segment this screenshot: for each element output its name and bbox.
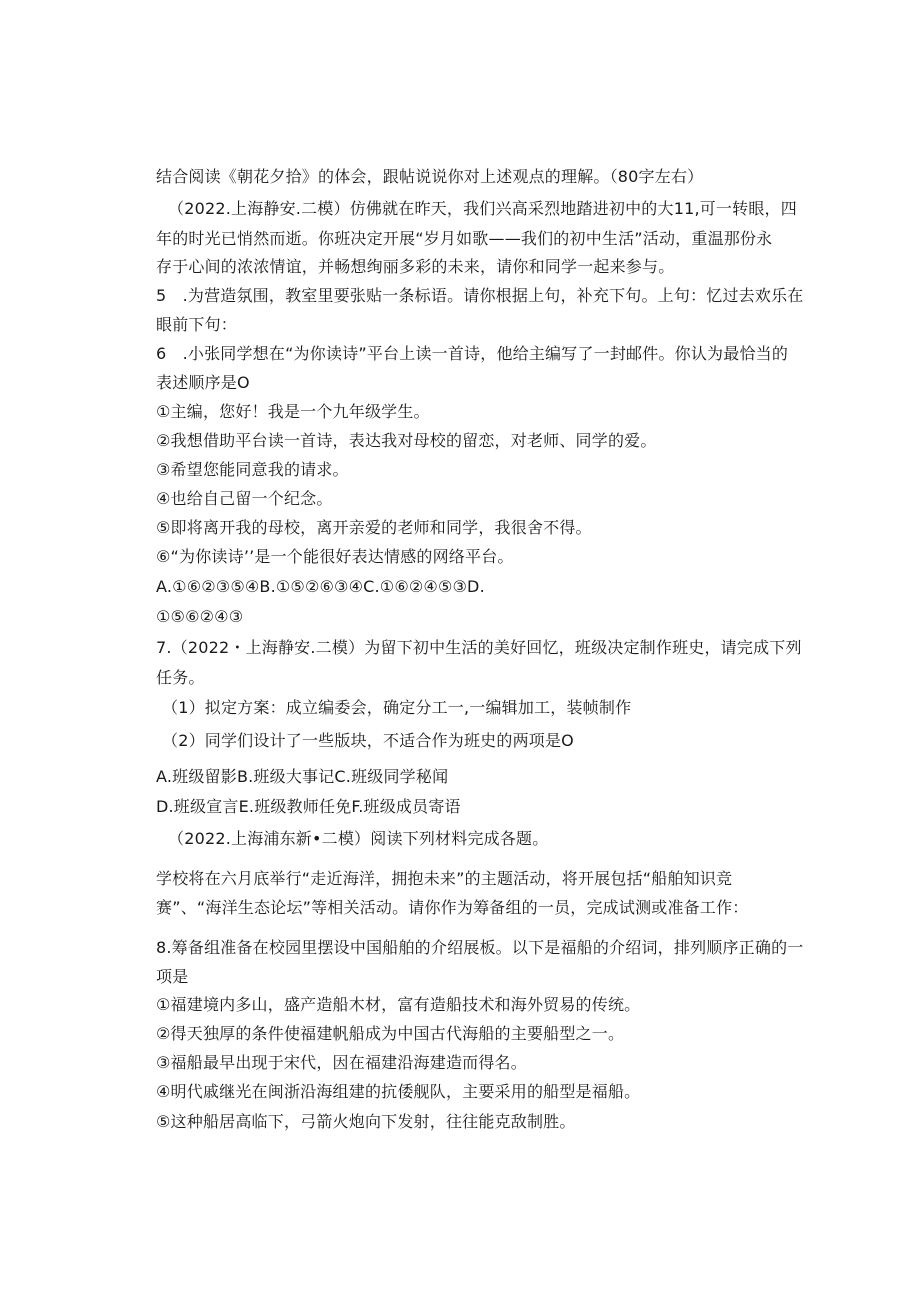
text-line: 年的时光已悄然而逝。你班决定开展“岁月如歌——我们的初中生活”活动，重温那份永 xyxy=(156,229,773,248)
text-line: 任务。 xyxy=(156,668,205,687)
answer-options: D.班级宣言E.班级教师任免F.班级成员寄语 xyxy=(156,797,461,816)
text-line: （2022.上海静安.二模）仿佛就在昨天，我们兴高采烈地踏进初中的大11,可一转眼，四 xyxy=(168,199,797,218)
question-5: 5 .为营造氛围，教室里要张贴一条标语。请你根据上句，补充下句。上句：忆过去欢乐在 xyxy=(156,286,804,305)
answer-options: A.班级留影B.班级大事记C.班级同学秘闻 xyxy=(156,767,449,786)
list-item: ③希望您能同意我的请求。 xyxy=(156,460,349,479)
list-item: ③福船最早出现于宋代，因在福建沿海建造而得名。 xyxy=(156,1053,527,1072)
question-7: 7.（2022・上海静安.二模）为留下初中生活的美好回忆，班级决定制作班史，请完成下列 xyxy=(156,638,802,657)
list-item: ①福建境内多山，盛产造船木材，富有造船技术和海外贸易的传统。 xyxy=(156,995,641,1014)
text-line: 赛”、“海洋生态论坛”等相关活动。请你作为筹备组的一员，完成试测或准备工作： xyxy=(156,898,749,917)
section-heading: （2022.上海浦东新•二模）阅读下列材料完成各题。 xyxy=(168,829,549,848)
text-line: 结合阅读《朝花夕拾》的体会，跟帖说说你对上述观点的理解。（80字左右） xyxy=(156,167,704,186)
list-item: ④也给自己留一个纪念。 xyxy=(156,489,333,508)
list-item: ②得天独厚的条件使福建帆船成为中国古代海船的主要船型之一。 xyxy=(156,1024,625,1043)
list-item: （1）拟定方案：成立编委会，确定分工一,一编辑加工，装帧制作 xyxy=(162,698,632,717)
text-line: 存于心间的浓浓情谊，并畅想绚丽多彩的未来，请你和同学一起来参与。 xyxy=(156,257,675,276)
answer-options: ①⑤⑥②④③ xyxy=(156,607,244,626)
question-6: 6 .小张同学想在“为你读诗”平台上读一首诗，他给主编写了一封邮件。你认为最恰当的 xyxy=(156,344,789,363)
list-item: ④明代戚继光在闽浙沿海组建的抗倭舰队，主要采用的船型是福船。 xyxy=(156,1082,641,1101)
text-line: 眼前下句： xyxy=(156,315,238,334)
list-item: ②我想借助平台读一首诗，表达我对母校的留恋，对老师、同学的爱。 xyxy=(156,431,657,450)
list-item: ⑥“为你读诗’’是一个能很好表达情感的网络平台。 xyxy=(156,547,514,566)
text-line: 项是 xyxy=(156,967,189,986)
question-8: 8.筹备组准备在校园里摆设中国船舶的介绍展板。以下是福船的介绍词，排列顺序正确的一 xyxy=(156,938,804,957)
list-item: ⑤这种船居高临下，弓箭火炮向下发射，往往能克敌制胜。 xyxy=(156,1112,576,1131)
list-item: （2）同学们设计了一些版块，不适合作为班史的两项是O xyxy=(162,731,574,750)
text-line: 表述顺序是O xyxy=(156,373,250,392)
list-item: ⑤即将离开我的母校，离开亲爱的老师和同学，我很舍不得。 xyxy=(156,518,592,537)
answer-options: A.①⑥②③⑤④B.①⑤②⑥③④C.①⑥②④⑤③D. xyxy=(156,577,485,596)
list-item: ①主编，您好！我是一个九年级学生。 xyxy=(156,402,430,421)
text-line: 学校将在六月底举行“走近海洋，拥抱未来”的主题活动，将开展包括“船舶知识竞 xyxy=(156,869,733,888)
